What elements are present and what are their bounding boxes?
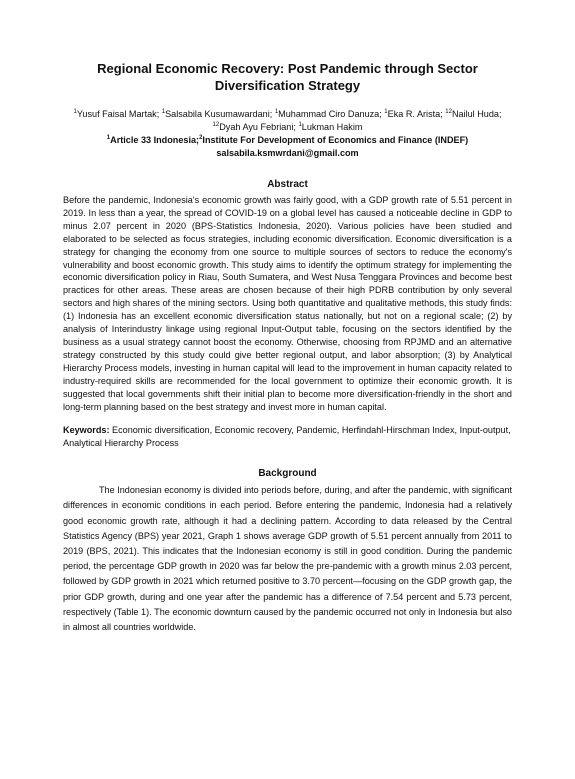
author-name: Salsabila Kusumawardani; [165,109,275,119]
affiliation-2: Institute For Development of Economics and Finance (INDEF) [202,135,469,145]
affiliation-sup: 1 [106,134,111,141]
author-sup: 12 [212,121,220,128]
author-name: Nailul Huda; [451,109,502,119]
author-email: salsabila.ksmwrdani@gmail.com [216,148,359,158]
background-heading: Background [258,468,317,480]
author-sup: 1 [274,108,279,115]
author-sup: 1 [384,108,388,115]
affiliation-sup: 2 [199,134,203,141]
author-name: Lukman Hakim [301,122,363,132]
keywords [63,424,512,450]
author-name: Muhammad Ciro Danuza; [278,109,385,119]
author-sup: 1 [161,108,166,115]
author-sup: 1 [298,121,302,128]
abstract-heading: Abstract [267,179,308,190]
affiliation [63,134,512,147]
abstract-text: Before the pandemic, Indonesia's economic growth was fairly good, with a GDP growth rate of 5.51 percent in 2019. In less than a year, the spread of COVID-19 on a global level has caused a noticeable decline in GDP to minus 2.07 percent in 2020 (BPS-Statistics Indonesia, 2020). Various policies have been studied and elaborated to be selected as focus strategies, including economic diversification. Economic diversification is a strategy for changing the economy from one source to multiple sources of sectors to reduce the economy's vulnerability and boost economic growth. This study aims to identify the optimum strategy for implementing the economic diversification policy in Riau, South Sumatera, and West Nusa Tenggara Provinces and become best practices for other areas. These areas are chosen because of their high PDRB contribution by only several sectors and high shares of the mining sectors. Using both quantitative and qualitative methods, this study finds: (1) Indonesia has an excellent economic diversification status nationally, but not on a regional scale; (2) by analysis of Interindustry linkage using regional Input-Output table, focusing on the sectors identified by the business as a usual strategy cannot boost the economy. Otherwise, choosing from RPJMD and an alternative strategy constructed by this study could give better regional output, and labor absorption; (3) by Analytical Hierarchy Process models, investing in human capital will lead to the improvement in human capacity related to industry-required skills are recommended for the local government to optimize their economic growth. It is suggested that local governments shift their initial plan to become more diversification-friendly in the short and long-term planning based on the best strategy and invest more in human capital. [63,195,512,412]
author-name: Eka R. Arista; [387,109,446,119]
keywords-label: Keywords: [63,425,110,436]
author-sup: 1 [73,108,77,115]
affiliation-1: Article 33 Indonesia; [110,135,200,145]
author-list [69,108,506,134]
author-name: Dyah Ayu Febriani; [219,122,299,132]
author-name: Yusuf Faisal Martak; [76,109,162,119]
paper-title: Regional Economic Recovery: Post Pandemic through Sector Diversification Strategy [97,61,478,93]
keywords-text: Economic diversification, Economic recovery, Pandemic, Herfindahl-Hirschman Index, Input-output, Analytical Hierarchy Process [63,425,511,449]
background-text: The Indonesian economy is divided into periods before, during, and after the pandemic, with significant differences in economic conditions in each period. Before entering the pandemic, Indonesia had a relatively good economic growth rate, although it had a declining pattern. According to data released by the Central Statistics Agency (BPS) year 2021, Graph 1 shows average GDP growth of 5.51 percent annually from 2011 to 2019 (BPS, 2021). This indicates that the Indonesian economy is still in good condition. During the pandemic period, the percentage GDP growth in 2020 was far below the pre-pandemic with a growth minus 2.03 percent, followed by GDP growth in 2021 which returned positive to 3.70 percent—focusing on the GDP growth gap, the prior GDP growth, during and one year after the pandemic has a difference of 7.54 percent and 5.73 percent, respectively (Table 1). The economic downturn caused by the pandemic occurred not only in Indonesia but also in almost all countries worldwide. [63,485,513,633]
author-sup: 12 [445,108,452,115]
